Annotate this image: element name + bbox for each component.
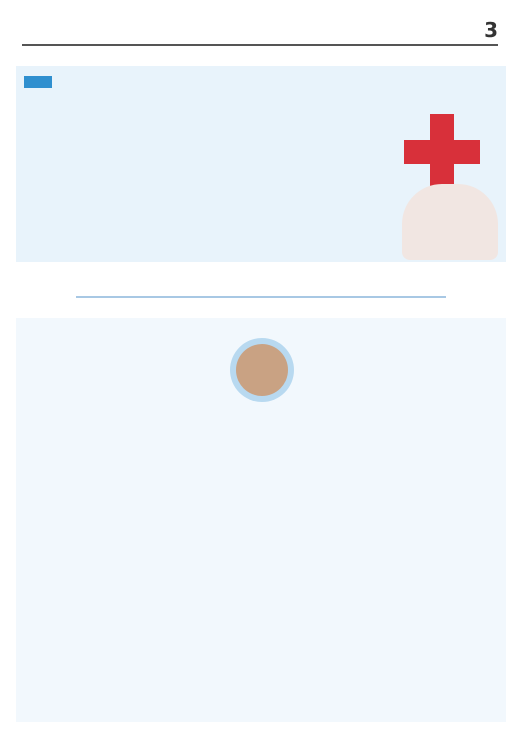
page-number: 3 xyxy=(484,18,498,42)
header-brand-block xyxy=(472,18,498,42)
red-cross-icon xyxy=(404,114,480,190)
hand-illustration xyxy=(402,184,498,260)
editor-note-label xyxy=(24,76,52,88)
author-photo xyxy=(236,344,288,396)
editor-note xyxy=(16,66,506,262)
article-body xyxy=(16,318,506,722)
header-divider xyxy=(22,44,498,46)
red-cross-horizontal xyxy=(404,140,480,164)
page-header xyxy=(0,0,524,48)
article-title-block xyxy=(16,268,506,302)
title-underline xyxy=(76,296,446,298)
